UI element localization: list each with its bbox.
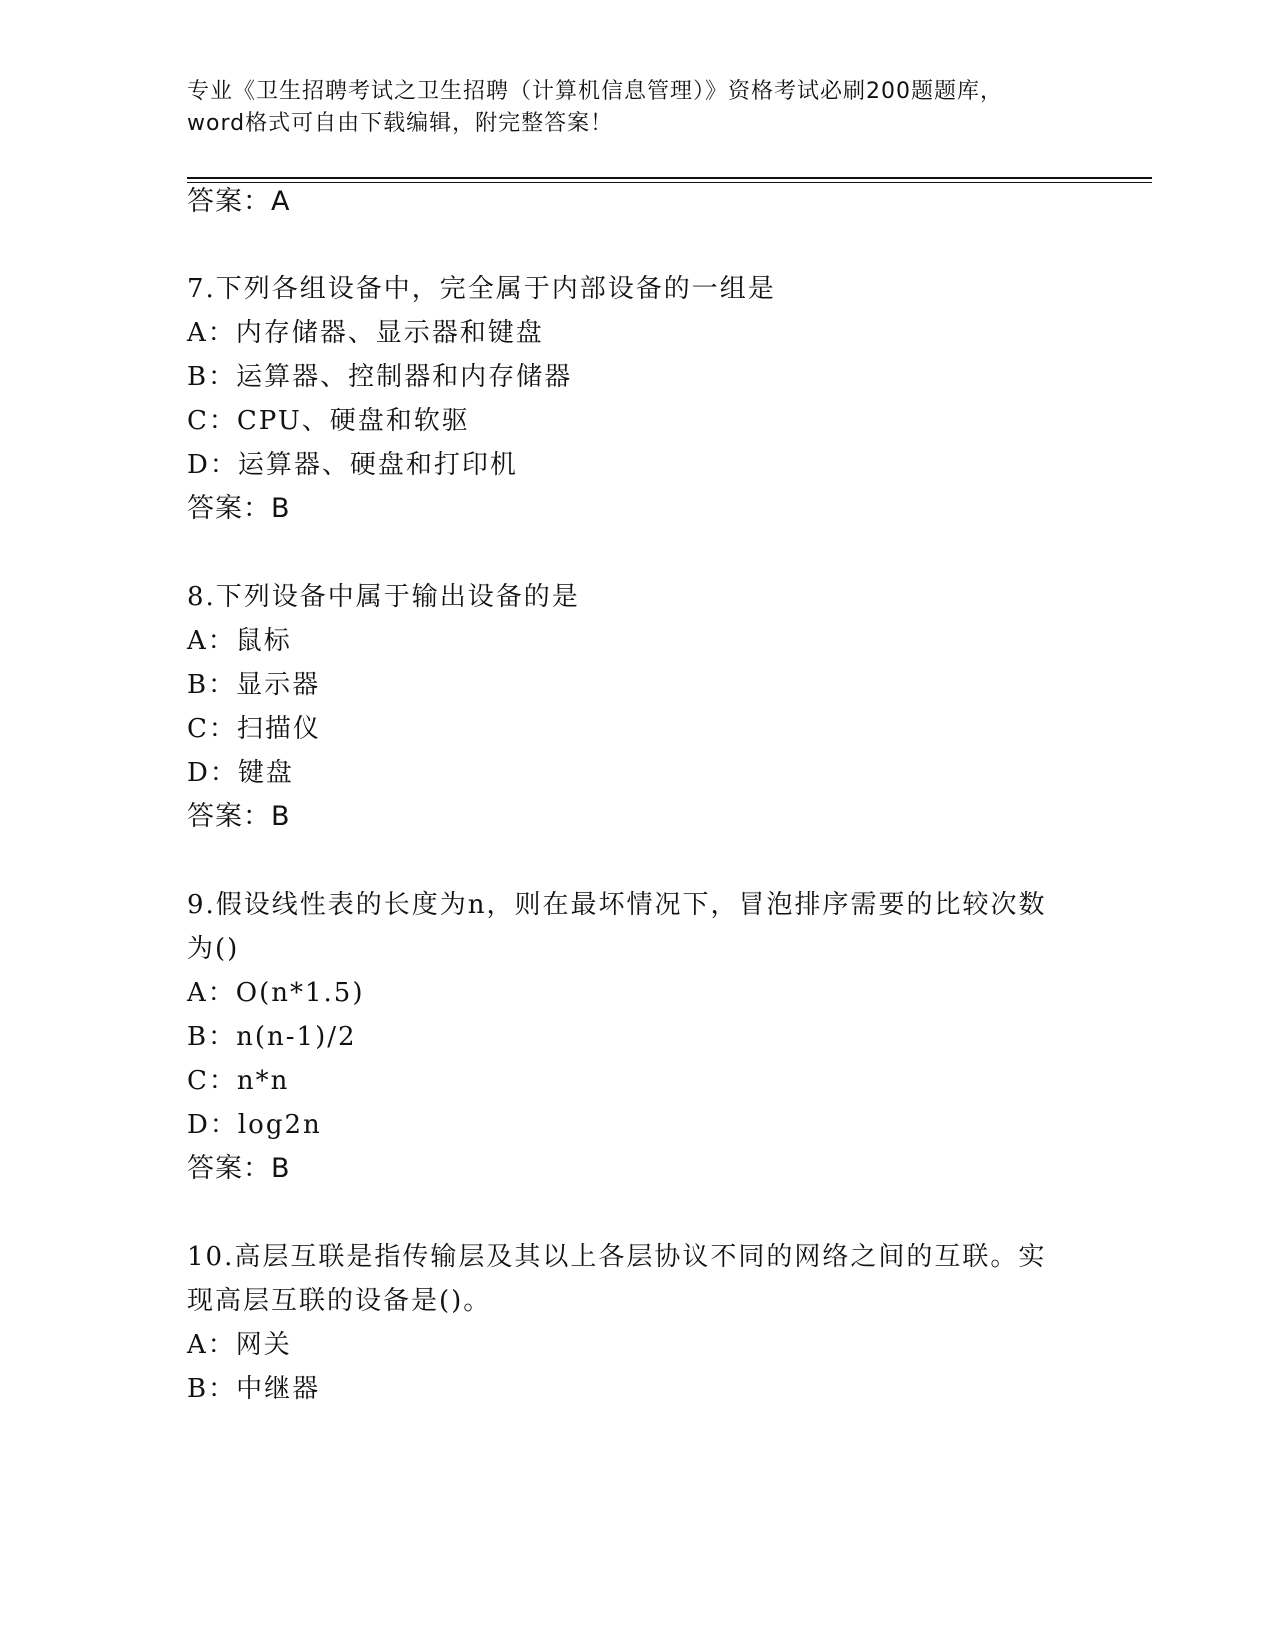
option-b: B：运算器、控制器和内存储器	[187, 362, 573, 392]
question-stem-line-1: 10.高层互联是指传输层及其以上各层协议不同的网络之间的互联。实	[187, 1242, 1047, 1272]
question-answer: 答案：B	[187, 1153, 291, 1184]
question-stem-line-2: 为()	[187, 934, 240, 964]
option-d: D：键盘	[187, 758, 294, 788]
option-b: B：n(n-1)/2	[187, 1022, 357, 1052]
option-b: B：显示器	[187, 670, 321, 700]
option-a: A：网关	[187, 1330, 292, 1360]
option-c: C：扫描仪	[187, 714, 321, 744]
header-divider-thick	[187, 177, 1152, 179]
header-divider-thin	[187, 182, 1152, 183]
option-d: D：log2n	[187, 1110, 322, 1140]
option-a: A：鼠标	[187, 626, 292, 656]
option-d: D：运算器、硬盘和打印机	[187, 450, 518, 480]
option-c: C：CPU、硬盘和软驱	[187, 406, 470, 436]
option-c: C：n*n	[187, 1066, 290, 1096]
question-stem-line-1: 9.假设线性表的长度为n，则在最坏情况下，冒泡排序需要的比较次数	[187, 890, 1047, 920]
option-b: B：中继器	[187, 1374, 321, 1404]
previous-answer: 答案：A	[187, 186, 291, 217]
header-line-1: 专业《卫生招聘考试之卫生招聘（计算机信息管理）》资格考试必刷200题题库，	[187, 79, 1003, 104]
question-stem: 7.下列各组设备中，完全属于内部设备的一组是	[187, 274, 776, 304]
question-answer: 答案：B	[187, 801, 291, 832]
question-answer: 答案：B	[187, 493, 291, 524]
header-line-2: word格式可自由下载编辑，附完整答案！	[187, 111, 614, 136]
option-a: A：内存储器、显示器和键盘	[187, 318, 544, 348]
question-stem: 8.下列设备中属于输出设备的是	[187, 582, 580, 612]
question-stem-line-2: 现高层互联的设备是()。	[187, 1286, 492, 1316]
option-a: A：O(n*1.5)	[187, 978, 365, 1008]
document-header	[187, 76, 1087, 140]
